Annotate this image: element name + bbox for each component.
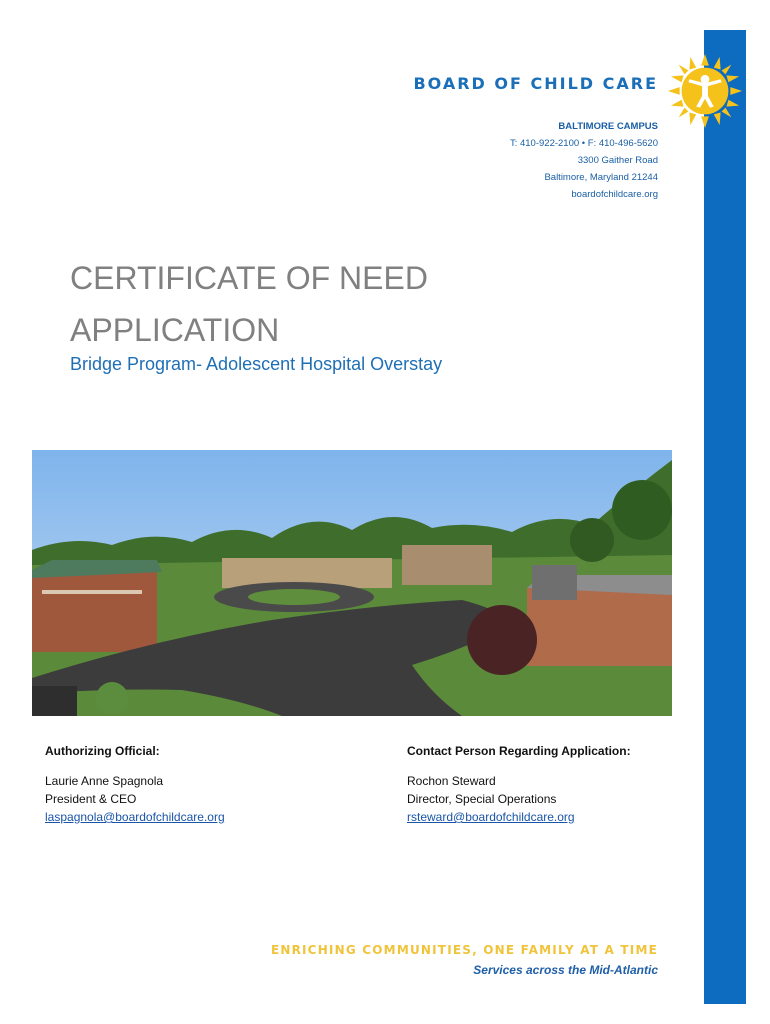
campus-contact-block: [510, 118, 658, 203]
authorizing-official: [45, 742, 225, 826]
footer-tagline: ENRICHING COMMUNITIES, ONE FAMILY AT A TIME: [270, 943, 658, 957]
footer-tagline-block: [271, 943, 658, 977]
contact-name: Rochon Steward: [407, 774, 496, 788]
document-title: [70, 252, 428, 356]
title-line-1: CERTIFICATE OF NEED: [70, 260, 428, 296]
footer-subtagline: Services across the Mid-Atlantic: [473, 963, 658, 977]
authorizing-role: President & CEO: [45, 792, 137, 806]
contact-email-link[interactable]: rsteward@boardofchildcare.org: [407, 810, 575, 824]
address-line-2: Baltimore, Maryland 21244: [544, 172, 658, 183]
address-line-1: 3300 Gaither Road: [577, 155, 658, 166]
contact-heading: Contact Person Regarding Application:: [407, 744, 631, 758]
title-line-2: APPLICATION: [70, 312, 280, 348]
contact-role: Director, Special Operations: [407, 792, 557, 806]
campus-name: BALTIMORE CAMPUS: [558, 121, 658, 132]
authorizing-name: Laurie Anne Spagnola: [45, 774, 164, 788]
document-subtitle: Bridge Program- Adolescent Hospital Overstay: [70, 354, 443, 374]
authorizing-email-link[interactable]: laspagnola@boardofchildcare.org: [45, 810, 225, 824]
sun-child-logo-icon: [666, 52, 744, 130]
campus-photo: [32, 450, 672, 716]
authorizing-heading: Authorizing Official:: [45, 744, 160, 758]
website: boardofchildcare.org: [571, 189, 658, 200]
phone-fax: T: 410-922-2100 • F: 410-496-5620: [509, 138, 658, 149]
contact-person: [407, 742, 631, 826]
org-name: BOARD OF CHILD CARE: [413, 74, 658, 93]
side-accent-bar: [704, 30, 746, 1004]
